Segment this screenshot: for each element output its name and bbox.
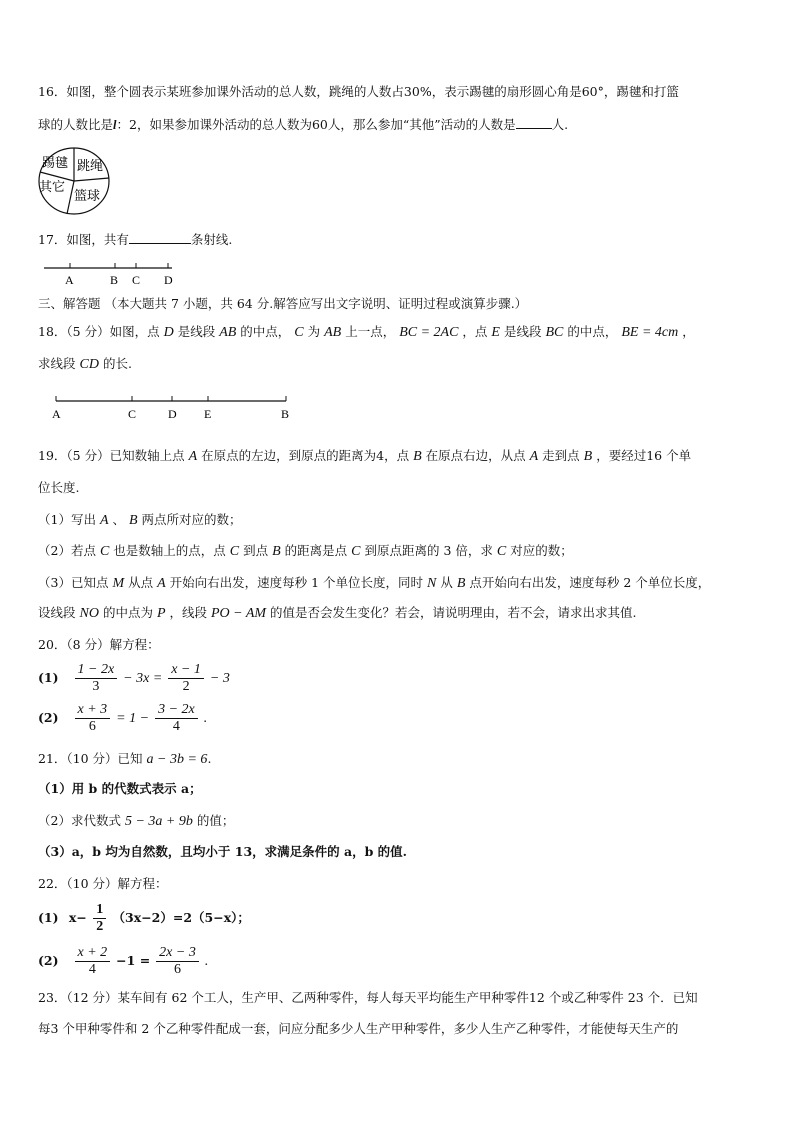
q18-text: ，点: [462, 324, 488, 339]
q18-text: 是线段: [503, 324, 542, 339]
q16-line2: [38, 116, 568, 133]
q19-sub1: [38, 512, 242, 529]
q18-text: 求线段: [38, 356, 76, 371]
q21-text: 的值；: [196, 813, 235, 828]
q19-text: 19．（5 分）已知数轴上点: [38, 448, 185, 463]
fraction: $\frac{x + 2}{4}$: [75, 945, 111, 978]
var-d: D: [163, 325, 174, 340]
var-b: B: [128, 513, 138, 528]
point-label-a: A: [52, 407, 61, 421]
q19-text: 从点: [128, 575, 154, 590]
q19-text: 走到点: [542, 448, 580, 463]
ray-diagram: [40, 262, 180, 288]
point-label-b: B: [281, 407, 290, 421]
q16-text: 球的人数比是: [38, 117, 114, 132]
q18-text: ，: [682, 324, 695, 339]
expression: 5 − 3a + 9b: [124, 814, 193, 829]
equation: BE = 4cm: [621, 325, 679, 340]
equation-part: − 3x =: [123, 671, 163, 686]
q19-text: ，线段: [169, 605, 207, 620]
q18-line1: [38, 324, 695, 341]
var-c: C: [294, 325, 304, 340]
pie-label-jianzi: 踢毽: [42, 155, 69, 170]
q18-text: 的中点，: [240, 324, 291, 339]
q19-sub3: [38, 575, 710, 592]
q19-text: （1）写出: [38, 512, 96, 527]
var-c: C: [99, 544, 110, 559]
pie-diagram: [36, 146, 116, 218]
q19-sub2: [38, 543, 573, 560]
var-ab: AB: [324, 325, 342, 340]
fraction: $\frac{1 - 2x}{3}$: [75, 662, 118, 695]
q16-ratio: l: [113, 118, 117, 132]
q21-head: [38, 751, 211, 768]
var-b: B: [413, 449, 422, 464]
equation: BC = 2AC: [399, 325, 459, 340]
pie-label-lanqiu: 篮球: [74, 188, 101, 203]
q19-sub3-cont: [38, 605, 637, 622]
q21-text: （2）求代数式: [38, 813, 121, 828]
q17-prefix: 17．如图，共有: [38, 232, 129, 247]
equation-part: = 1 −: [116, 711, 150, 726]
q19-text: 的中点为: [102, 605, 153, 620]
eq-label: (1): [38, 670, 59, 685]
point-label-e: E: [204, 407, 212, 421]
var-n: N: [427, 576, 437, 591]
var-cd: CD: [79, 357, 99, 372]
point-label-a: A: [65, 273, 74, 287]
fraction: $\frac{3 - 2x}{4}$: [155, 702, 198, 735]
eq-label: (1): [38, 910, 59, 925]
q19-line1: [38, 448, 691, 465]
eq-label: (2): [38, 953, 59, 968]
q19-text: 从: [440, 575, 453, 590]
q22-eq2: [38, 943, 208, 980]
var-no: NO: [79, 606, 99, 621]
var-c: C: [351, 544, 361, 559]
q19-text: 对应的数；: [510, 543, 573, 558]
pie-label-tiaosheng: 跳绳: [77, 158, 104, 173]
var-b: B: [456, 576, 466, 591]
q18-text: 上一点，: [345, 324, 396, 339]
q20-eq2: [38, 700, 207, 737]
fraction: $\frac{1}{2}$: [93, 902, 106, 935]
answer-blank[interactable]: [516, 116, 552, 129]
q21-text: .: [207, 751, 212, 766]
equation-part: .: [204, 954, 209, 969]
var-a: A: [99, 513, 109, 528]
equation-part: .: [203, 711, 208, 726]
q18-text: 18．（5 分）如图，点: [38, 324, 160, 339]
equation-part: − 3: [209, 671, 230, 686]
q17-suffix: 条射线.: [190, 232, 233, 247]
point-label-c: C: [132, 273, 141, 287]
q22-head: 22．（10 分）解方程：: [38, 876, 168, 891]
var-b: B: [272, 544, 281, 559]
point-label-d: D: [168, 407, 177, 421]
q21-sub3: （3）a，b 均为自然数，且均小于 13，求满足条件的 a，b 的值.: [38, 844, 408, 859]
var-m: M: [112, 576, 125, 591]
var-p: P: [156, 606, 166, 621]
point-label-b: B: [110, 273, 119, 287]
equation-part: （3x−2）=2（5−x）；: [112, 910, 250, 925]
q19-text: 的值是否会发生变化？若会，请说明理由，若不会，请求出求其值.: [270, 605, 637, 620]
q20-head: 20．（8 分）解方程：: [38, 637, 160, 652]
q19-text: ，要经过16 个单: [596, 448, 692, 463]
pie-divider: [67, 181, 74, 214]
equation: a − 3b = 6: [146, 752, 208, 767]
q18-text: 为: [307, 324, 321, 339]
q19-text: （2）若点: [38, 543, 96, 558]
q20-eq1: [38, 660, 230, 697]
q21-sub2: [38, 813, 234, 830]
q19-line2: 位长度.: [38, 480, 80, 495]
var-c: C: [229, 544, 240, 559]
q18-line2: [38, 356, 132, 373]
pie-label-qita: 其它: [39, 179, 66, 194]
q19-text: 到点: [243, 543, 269, 558]
q21-sub1: （1）用 b 的代数式表示 a；: [38, 781, 202, 796]
fraction: $\frac{x + 3}{6}$: [75, 702, 111, 735]
q23-line2: 每3 个甲种零件和 2 个乙种零件配成一套，问应分配多少人生产甲种零件，多少人生产乙种零件，才能使每天生产的: [38, 1021, 679, 1036]
var-e: E: [491, 325, 500, 340]
q23-line1: 23．（12 分）某车间有 62 个工人，生产甲、乙两种零件，每人每天平均能生产甲种零件12 个或乙种零件 23 个．已知: [38, 990, 698, 1005]
var-a: A: [188, 449, 198, 464]
q19-text: 在原点的左边，到原点的距离为4，点: [201, 448, 410, 463]
q19-text: 两点所对应的数；: [141, 512, 242, 527]
fraction: $\frac{x - 1}{2}$: [168, 662, 204, 695]
q19-text: 在原点右边，从点: [425, 448, 526, 463]
equation-part: x−: [68, 910, 87, 925]
q22-eq1: [38, 900, 250, 936]
var-c: C: [496, 544, 507, 559]
q18-text: 是线段: [177, 324, 216, 339]
pie-divider: [74, 178, 109, 181]
point-label-d: D: [164, 273, 173, 287]
q16-text: ：2，如果参加课外活动的总人数为60人，那么参加“其他”活动的人数是: [116, 117, 516, 132]
q19-text: 、: [112, 512, 125, 527]
q17-text: [38, 231, 232, 248]
q19-text: 到原点距离的 3 倍，求: [364, 543, 493, 558]
q16-text: 人.: [551, 117, 569, 132]
expression: PO − AM: [210, 606, 267, 621]
section-3-heading: 三、解答题 （本大题共 7 小题，共 64 分.解答应写出文字说明、证明过程或演算步骤.）: [38, 296, 528, 311]
var-ab: AB: [219, 325, 237, 340]
q19-text: 点开始向右出发，速度每秒 2 个单位长度，: [469, 575, 711, 590]
q21-text: 21．（10 分）已知: [38, 751, 143, 766]
q18-text: 的长.: [102, 356, 132, 371]
point-label-c: C: [128, 407, 137, 421]
equation-part: −1 =: [116, 953, 151, 968]
q19-text: （3）已知点: [38, 575, 109, 590]
eq-label: (2): [38, 710, 59, 725]
answer-blank[interactable]: [129, 231, 191, 244]
q18-text: 的中点，: [567, 324, 618, 339]
q19-text: 也是数轴上的点，点: [113, 543, 226, 558]
q19-text: 的距离是点: [284, 543, 348, 558]
segment-diagram: [48, 394, 298, 422]
q19-text: 开始向右出发，速度每秒 1 个单位长度，同时: [169, 575, 424, 590]
fraction: $\frac{2x - 3}{6}$: [156, 945, 199, 978]
q19-text: 设线段: [38, 605, 76, 620]
var-bc: BC: [545, 325, 564, 340]
var-b: B: [583, 449, 593, 464]
var-a: A: [157, 576, 166, 591]
var-a: A: [529, 449, 539, 464]
q16-line1: 16．如图，整个圆表示某班参加课外活动的总人数，跳绳的人数占30%，表示踢毽的扇形圆心角是60°，踢毽和打篮: [38, 84, 679, 99]
